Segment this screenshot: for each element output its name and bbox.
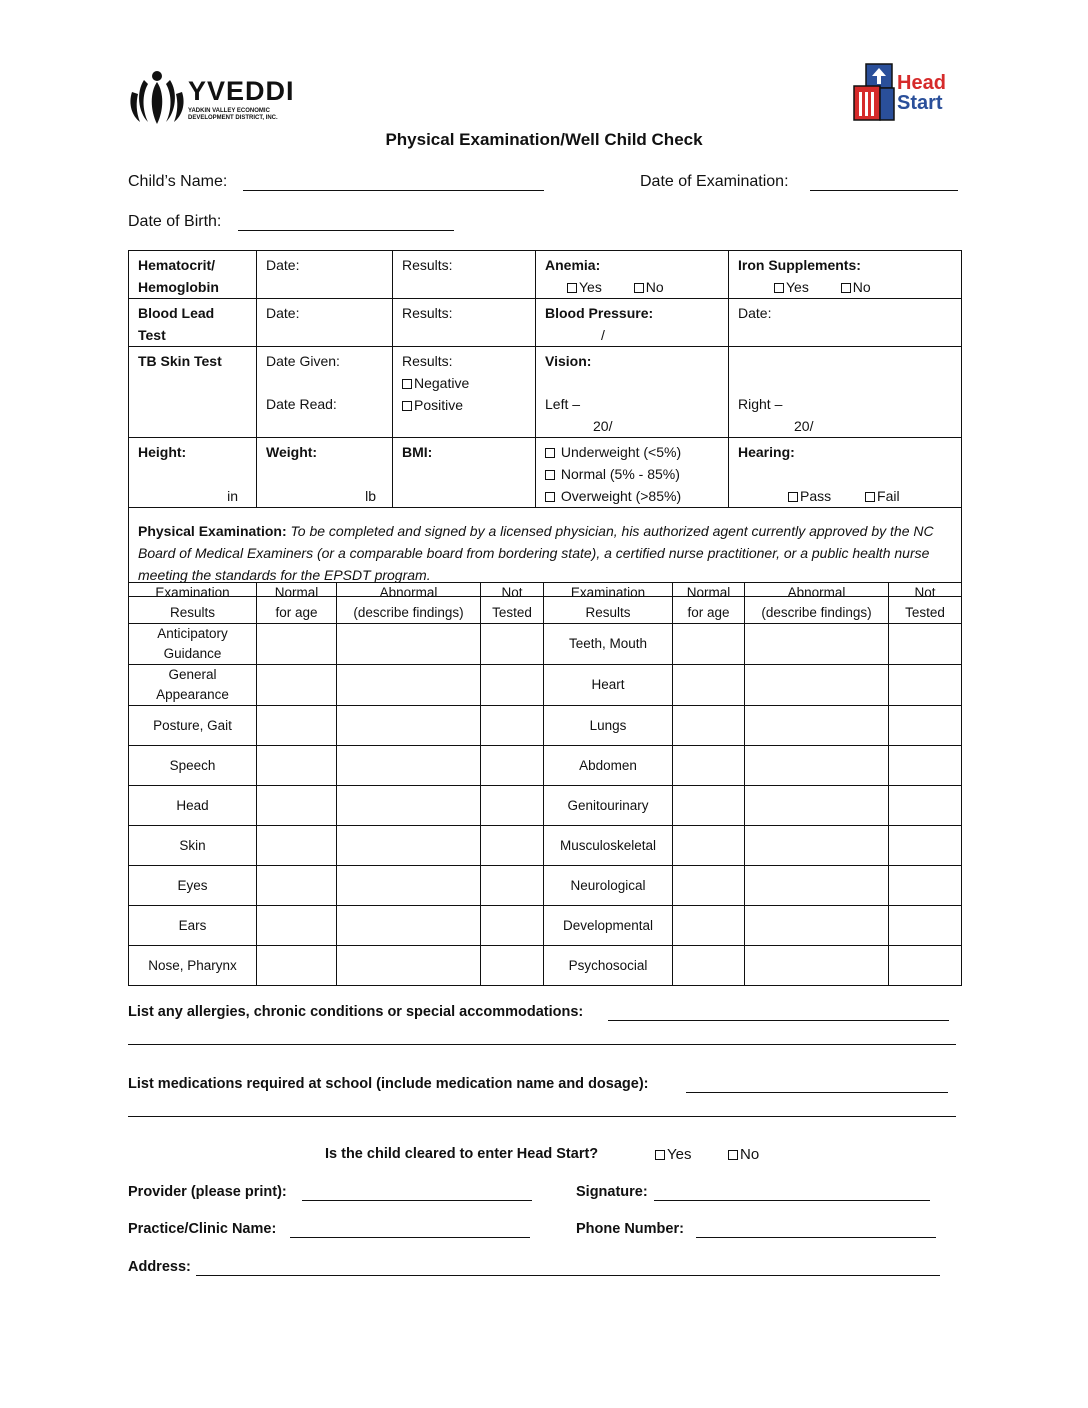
cleared-question: Is the child cleared to enter Head Start? (325, 1146, 599, 1162)
abnormal-cell[interactable] (745, 786, 889, 826)
tb-dates[interactable]: Date Given: Date Read: (257, 347, 393, 438)
hematocrit-date[interactable]: Date: (257, 251, 393, 299)
abnormal-cell[interactable] (745, 706, 889, 746)
abnormal-cell[interactable] (337, 866, 481, 906)
exam-results-table (128, 582, 962, 986)
blood-pressure-date[interactable]: Date: (729, 299, 962, 347)
not-tested-cell[interactable] (481, 826, 544, 866)
abnormal-cell[interactable] (745, 624, 889, 665)
normal-cell[interactable] (673, 624, 745, 665)
abnormal-cell[interactable] (745, 866, 889, 906)
not-tested-cell[interactable] (889, 946, 962, 986)
anemia-no-checkbox[interactable]: No (634, 279, 664, 295)
hematocrit-results[interactable]: Results: (393, 251, 536, 299)
exam-row (129, 624, 962, 665)
signature-field[interactable] (654, 1200, 930, 1201)
blood-lead-date[interactable]: Date: (257, 299, 393, 347)
height-cell[interactable]: Height: in (129, 438, 257, 508)
date-of-birth-field[interactable] (238, 230, 454, 231)
yveddi-figure-icon (128, 70, 186, 126)
practice-field[interactable] (290, 1237, 530, 1238)
blood-pressure-cell[interactable]: Blood Pressure: / (536, 299, 729, 347)
normal-cell[interactable] (673, 665, 745, 706)
exam-item-label: Developmental (544, 906, 673, 946)
normal-cell[interactable] (673, 706, 745, 746)
not-tested-cell[interactable] (481, 786, 544, 826)
normal-cell[interactable] (257, 946, 337, 986)
allergies-field-line-2[interactable] (128, 1044, 956, 1045)
exam-item-label: Abdomen (544, 746, 673, 786)
blood-lead-label: Blood Lead Test (129, 299, 257, 347)
phone-label: Phone Number: (576, 1221, 684, 1237)
date-of-exam-field[interactable] (810, 190, 958, 191)
exam-row (129, 706, 962, 746)
hearing-cell: Hearing: Pass Fail (729, 438, 962, 508)
not-tested-cell[interactable] (889, 746, 962, 786)
normal-cell[interactable] (257, 866, 337, 906)
cleared-no-checkbox[interactable]: No (728, 1146, 759, 1163)
medications-field-line-2[interactable] (128, 1116, 956, 1117)
col-normal: Normal for age (257, 583, 337, 624)
normal-cell[interactable] (673, 906, 745, 946)
col-exam-results: Examination Results (129, 583, 257, 624)
normal-cell[interactable] (257, 665, 337, 706)
not-tested-cell[interactable] (481, 665, 544, 706)
exam-item-label: Nose, Pharynx (129, 946, 257, 986)
exam-item-label: Lungs (544, 706, 673, 746)
normal-cell[interactable] (673, 786, 745, 826)
bmi-cell[interactable]: BMI: (393, 438, 536, 508)
exam-row (129, 665, 962, 706)
exam-row (129, 786, 962, 826)
not-tested-cell[interactable] (889, 786, 962, 826)
phone-field[interactable] (696, 1237, 936, 1238)
exam-item-label: Psychosocial (544, 946, 673, 986)
abnormal-cell[interactable] (337, 906, 481, 946)
exam-item-label: Heart (544, 665, 673, 706)
weight-cell[interactable]: Weight: lb (257, 438, 393, 508)
anemia-yes-checkbox[interactable]: Yes (567, 279, 602, 295)
exam-item-label: Neurological (544, 866, 673, 906)
abnormal-cell[interactable] (337, 624, 481, 665)
abnormal-cell[interactable] (337, 946, 481, 986)
overweight-checkbox[interactable]: Overweight (>85%) (545, 485, 722, 507)
exam-row (129, 906, 962, 946)
normal-cell[interactable] (257, 746, 337, 786)
normal-cell[interactable] (257, 706, 337, 746)
yveddi-logo (128, 70, 298, 126)
tb-label: TB Skin Test (129, 347, 257, 438)
exam-item-label: Anticipatory Guidance (129, 624, 257, 665)
allergies-field[interactable] (608, 1020, 949, 1021)
head-start-wordmark: Head Start (897, 72, 946, 114)
head-start-blocks-icon (852, 62, 898, 124)
childs-name-label: Child’s Name: (128, 173, 228, 190)
exam-item-label: Eyes (129, 866, 257, 906)
not-tested-cell[interactable] (481, 746, 544, 786)
not-tested-cell[interactable] (889, 624, 962, 665)
yveddi-subtitle: YADKIN VALLEY ECONOMIC DEVELOPMENT DISTRICT, INC. (188, 108, 278, 121)
iron-no-checkbox[interactable]: No (841, 279, 871, 295)
abnormal-cell[interactable] (337, 786, 481, 826)
childs-name-field[interactable] (243, 190, 544, 191)
not-tested-cell[interactable] (889, 826, 962, 866)
col-normal-right: Normal for age (673, 583, 745, 624)
medications-label: List medications required at school (include medication name and dosage): (128, 1076, 649, 1092)
hearing-fail-checkbox[interactable]: Fail (865, 488, 900, 504)
not-tested-cell[interactable] (481, 866, 544, 906)
exam-row (129, 946, 962, 986)
not-tested-cell[interactable] (889, 906, 962, 946)
provider-label: Provider (please print): (128, 1184, 287, 1200)
not-tested-cell[interactable] (889, 866, 962, 906)
exam-row (129, 746, 962, 786)
hearing-pass-checkbox[interactable]: Pass (788, 488, 831, 504)
not-tested-cell[interactable] (889, 665, 962, 706)
abnormal-cell[interactable] (337, 706, 481, 746)
abnormal-cell[interactable] (337, 826, 481, 866)
form-title: Physical Examination/Well Child Check (385, 130, 703, 149)
head-start-logo (852, 62, 962, 124)
col-abnormal: Abnormal (describe findings) (337, 583, 481, 624)
iron-yes-checkbox[interactable]: Yes (774, 279, 809, 295)
not-tested-cell[interactable] (481, 946, 544, 986)
not-tested-cell[interactable] (481, 624, 544, 665)
exam-item-label: Skin (129, 826, 257, 866)
exam-row (129, 866, 962, 906)
col-abnormal-right: Abnormal (describe findings) (745, 583, 889, 624)
yveddi-brand: YVEDDI (188, 76, 295, 106)
date-of-exam-label: Date of Examination: (640, 173, 789, 190)
exam-item-label: Genitourinary (544, 786, 673, 826)
abnormal-cell[interactable] (745, 826, 889, 866)
abnormal-cell[interactable] (745, 665, 889, 706)
exam-header-row (129, 583, 962, 624)
vision-right-cell[interactable]: Right – 20/ (729, 347, 962, 438)
normal-cell[interactable] (257, 906, 337, 946)
practice-label: Practice/Clinic Name: (128, 1221, 277, 1237)
exam-item-label: Speech (129, 746, 257, 786)
col-not-tested-right: Not Tested (889, 583, 962, 624)
abnormal-cell[interactable] (745, 946, 889, 986)
address-label: Address: (128, 1259, 191, 1275)
date-of-birth-label: Date of Birth: (128, 213, 222, 230)
hematocrit-label: Hematocrit/ Hemoglobin (129, 251, 257, 299)
exam-item-label: Ears (129, 906, 257, 946)
exam-item-label: Posture, Gait (129, 706, 257, 746)
abnormal-cell[interactable] (745, 906, 889, 946)
normal-weight-checkbox[interactable]: Normal (5% - 85%) (545, 463, 722, 485)
abnormal-cell[interactable] (337, 746, 481, 786)
anemia-cell: Anemia: Yes No (536, 251, 729, 299)
medications-field[interactable] (686, 1092, 948, 1093)
not-tested-cell[interactable] (481, 906, 544, 946)
not-tested-cell[interactable] (481, 706, 544, 746)
bmi-category-cell (536, 438, 729, 508)
tb-positive-checkbox[interactable]: Positive (402, 394, 529, 416)
cleared-yes-checkbox[interactable]: Yes (655, 1146, 691, 1163)
exam-item-label: Teeth, Mouth (544, 624, 673, 665)
exam-item-label: Musculoskeletal (544, 826, 673, 866)
normal-cell[interactable] (673, 946, 745, 986)
tb-negative-checkbox[interactable]: Negative (402, 372, 529, 394)
provider-field[interactable] (302, 1200, 532, 1201)
normal-cell[interactable] (257, 624, 337, 665)
exam-item-label: Head (129, 786, 257, 826)
col-exam-results-right: Examination Results (544, 583, 673, 624)
not-tested-cell[interactable] (889, 706, 962, 746)
col-not-tested: Not Tested (481, 583, 544, 624)
signature-label: Signature: (576, 1184, 648, 1200)
normal-cell[interactable] (673, 826, 745, 866)
blood-lead-results[interactable]: Results: (393, 299, 536, 347)
iron-cell: Iron Supplements: Yes No (729, 251, 962, 299)
allergies-label: List any allergies, chronic conditions or special accommodations: (128, 1004, 584, 1020)
abnormal-cell[interactable] (745, 746, 889, 786)
screening-table (128, 250, 962, 597)
normal-cell[interactable] (257, 786, 337, 826)
abnormal-cell[interactable] (337, 665, 481, 706)
tb-results: Results: Negative Positive (393, 347, 536, 438)
normal-cell[interactable] (673, 866, 745, 906)
vision-left-cell[interactable]: Vision: Left – 20/ (536, 347, 729, 438)
underweight-checkbox[interactable]: Underweight (<5%) (545, 441, 722, 463)
normal-cell[interactable] (257, 826, 337, 866)
address-field[interactable] (196, 1275, 940, 1276)
normal-cell[interactable] (673, 746, 745, 786)
physical-exam-instructions: Physical Examination: To be completed and signed by a licensed physician, his authorized agent currently approved by the NC Board of Medical Examiners (or a comparable board from bordering state), a certified nurse practitioner, or a public health nurse meeting the standards for the EPSDT program. (129, 508, 962, 597)
exam-rows (129, 624, 962, 986)
exam-item-label: General Appearance (129, 665, 257, 706)
exam-row (129, 826, 962, 866)
